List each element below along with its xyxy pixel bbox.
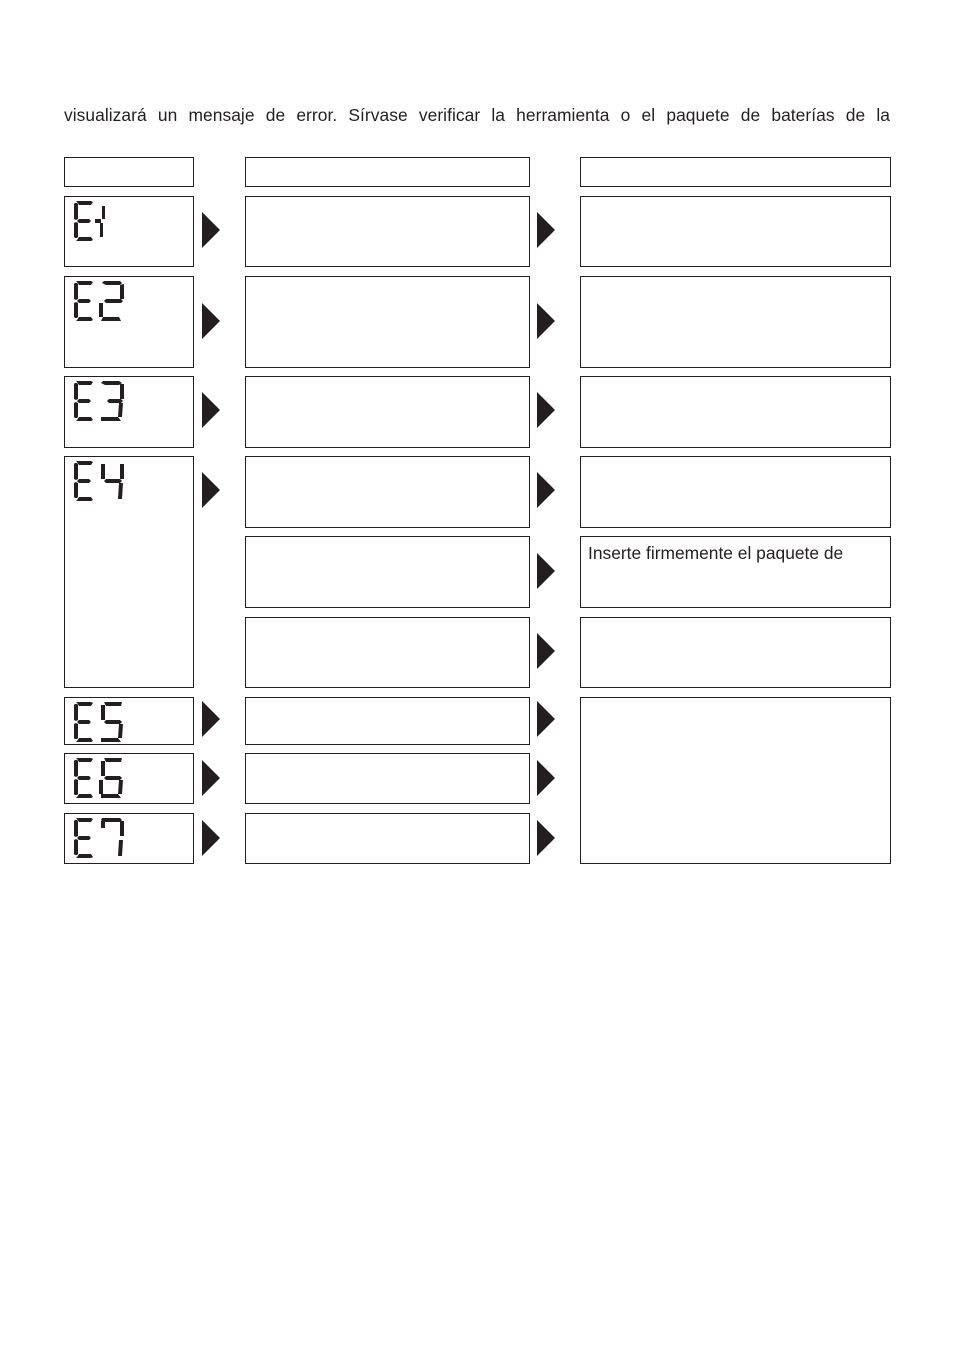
- cause-cell: [245, 536, 530, 608]
- arrow-right-icon: [537, 701, 555, 737]
- arrow-right-icon: [537, 472, 555, 508]
- action-cell: [580, 196, 891, 267]
- action-cell: [580, 536, 891, 608]
- action-cell: [580, 276, 891, 368]
- cause-cell: [245, 376, 530, 448]
- code-cell-e4: [64, 456, 194, 688]
- arrow-right-icon: [537, 633, 555, 669]
- arrow-right-icon: [537, 392, 555, 428]
- action-cell-merged: [580, 697, 891, 864]
- code-cell-e1: [64, 196, 194, 267]
- cause-cell: [245, 813, 530, 864]
- error-code-e7: [71, 818, 127, 858]
- arrow-right-icon: [202, 701, 220, 737]
- error-code-e1: [71, 201, 127, 241]
- cause-cell: [245, 697, 530, 745]
- error-code-e3: [71, 381, 127, 421]
- error-code-e6: [71, 758, 127, 798]
- code-cell-e2: [64, 276, 194, 368]
- action-cell: [580, 456, 891, 528]
- action-cell: [580, 376, 891, 448]
- code-cell-e5: [64, 697, 194, 745]
- code-cell-e6: [64, 753, 194, 804]
- arrow-right-icon: [537, 820, 555, 856]
- header-action-cell: [580, 157, 891, 187]
- arrow-right-icon: [202, 472, 220, 508]
- cause-cell: [245, 276, 530, 368]
- error-code-e2: [71, 281, 127, 321]
- arrow-right-icon: [537, 760, 555, 796]
- intro-paragraph: visualizará un mensaje de error. Sírvase verificar la herramienta o el paquete de baterías de la: [64, 105, 890, 125]
- arrow-right-icon: [537, 553, 555, 589]
- cause-cell: [245, 196, 530, 267]
- cause-cell: [245, 753, 530, 804]
- arrow-right-icon: [202, 392, 220, 428]
- header-cause-cell: [245, 157, 530, 187]
- arrow-right-icon: [202, 303, 220, 339]
- cause-cell: [245, 617, 530, 688]
- arrow-right-icon: [537, 303, 555, 339]
- arrow-right-icon: [202, 212, 220, 248]
- arrow-right-icon: [202, 820, 220, 856]
- arrow-right-icon: [537, 212, 555, 248]
- cause-cell: [245, 456, 530, 528]
- code-cell-e3: [64, 376, 194, 448]
- action-cell: [580, 617, 891, 688]
- action-text-insert-battery: Inserte firmemente el paquete de: [588, 543, 844, 563]
- code-cell-e7: [64, 813, 194, 864]
- error-code-e5: [71, 702, 127, 742]
- arrow-right-icon: [202, 760, 220, 796]
- header-code-cell: [64, 157, 194, 187]
- error-code-e4: [71, 461, 127, 501]
